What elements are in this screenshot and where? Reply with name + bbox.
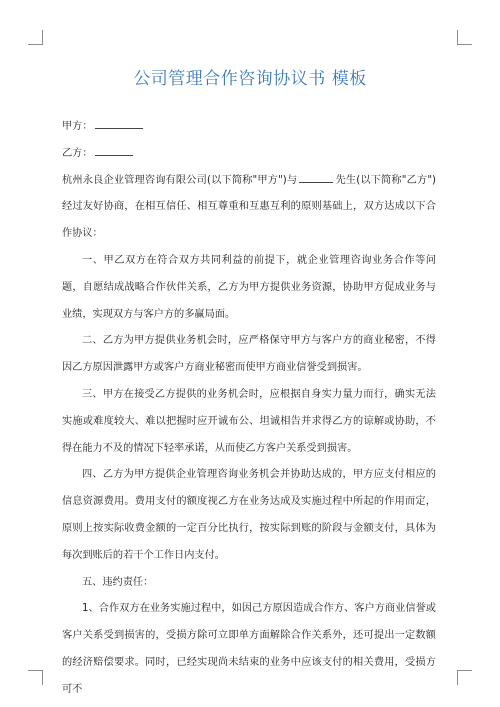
intro-name-blank [299, 171, 333, 183]
document-body [62, 114, 436, 704]
intro-text-1: 杭州永良企业管理咨询有限公司(以下简称"甲方")与 [62, 174, 298, 186]
party-a-line [62, 114, 436, 141]
party-a-label: 甲方： [62, 121, 93, 132]
clause-4: 四、乙方为甲方提供企业管理咨询业务机会并协助达成的，甲方应支付相应的信息资源费用。费用支付的额度视乙方在业务达成及实施过程中所起的作用而定，原则上按实际收费金额的一定百分比执行，按实际到账的阶段与金额支付，具体为每次到账后的若干个工作日内支付。 [62, 469, 436, 561]
party-a-blank [95, 117, 143, 129]
page-corner-mark-bottom-left [28, 670, 43, 685]
party-b-blank [95, 144, 133, 156]
party-b-line [62, 141, 436, 168]
intro-paragraph [62, 168, 436, 248]
page-corner-mark-top-right [457, 30, 472, 45]
clause-1: 一、甲乙双方在符合双方共同利益的前提下，就企业管理咨询业务合作等问题，自愿结成战略合作伙伴关系，乙方为甲方提供业务资源，协助甲方促成业务与业绩，实现双方与客户方的多赢局面。 [62, 254, 436, 320]
clause-5-heading: 五、违约责任： [82, 576, 154, 588]
clause-5-1: 1、合作双方在业务实施过程中，如因己方原因造成合作方、客户方商业信誉或客户关系受到损害的，受损方除可立即单方面解除合作关系外，还可提出一定数额的经济赔偿要求。同时，已经实现尚未结束的业务中应该支付的相关费用，受损方可不 [62, 603, 436, 695]
party-b-label: 乙方： [62, 147, 93, 159]
clause-2: 二、乙方为甲方提供业务机会时，应严格保守甲方与客户方的商业秘密，不得因乙方原因泄露甲方或客户方商业秘密而使甲方商业信誉受到损害。 [62, 335, 436, 374]
document-title: 公司管理合作咨询协议书 模板 [133, 69, 367, 89]
intro-text-2: 先生(以下简称"乙方")经过友好协商，在相互信任、相互尊重和互惠互利的原则基础上，双方达成以下合作协议： [62, 174, 436, 240]
page-corner-mark-top-left [28, 30, 43, 45]
clause-3: 三、甲方在接受乙方提供的业务机会时，应根据自身实力量力而行，确实无法实施或难度较大、难以把握时应开诚布公、坦诚相告并求得乙方的谅解或协助，不得在能力不及的情况下轻率承诺，从而使乙方客户关系受到损害。 [62, 388, 436, 454]
page-corner-mark-bottom-right [457, 670, 472, 685]
